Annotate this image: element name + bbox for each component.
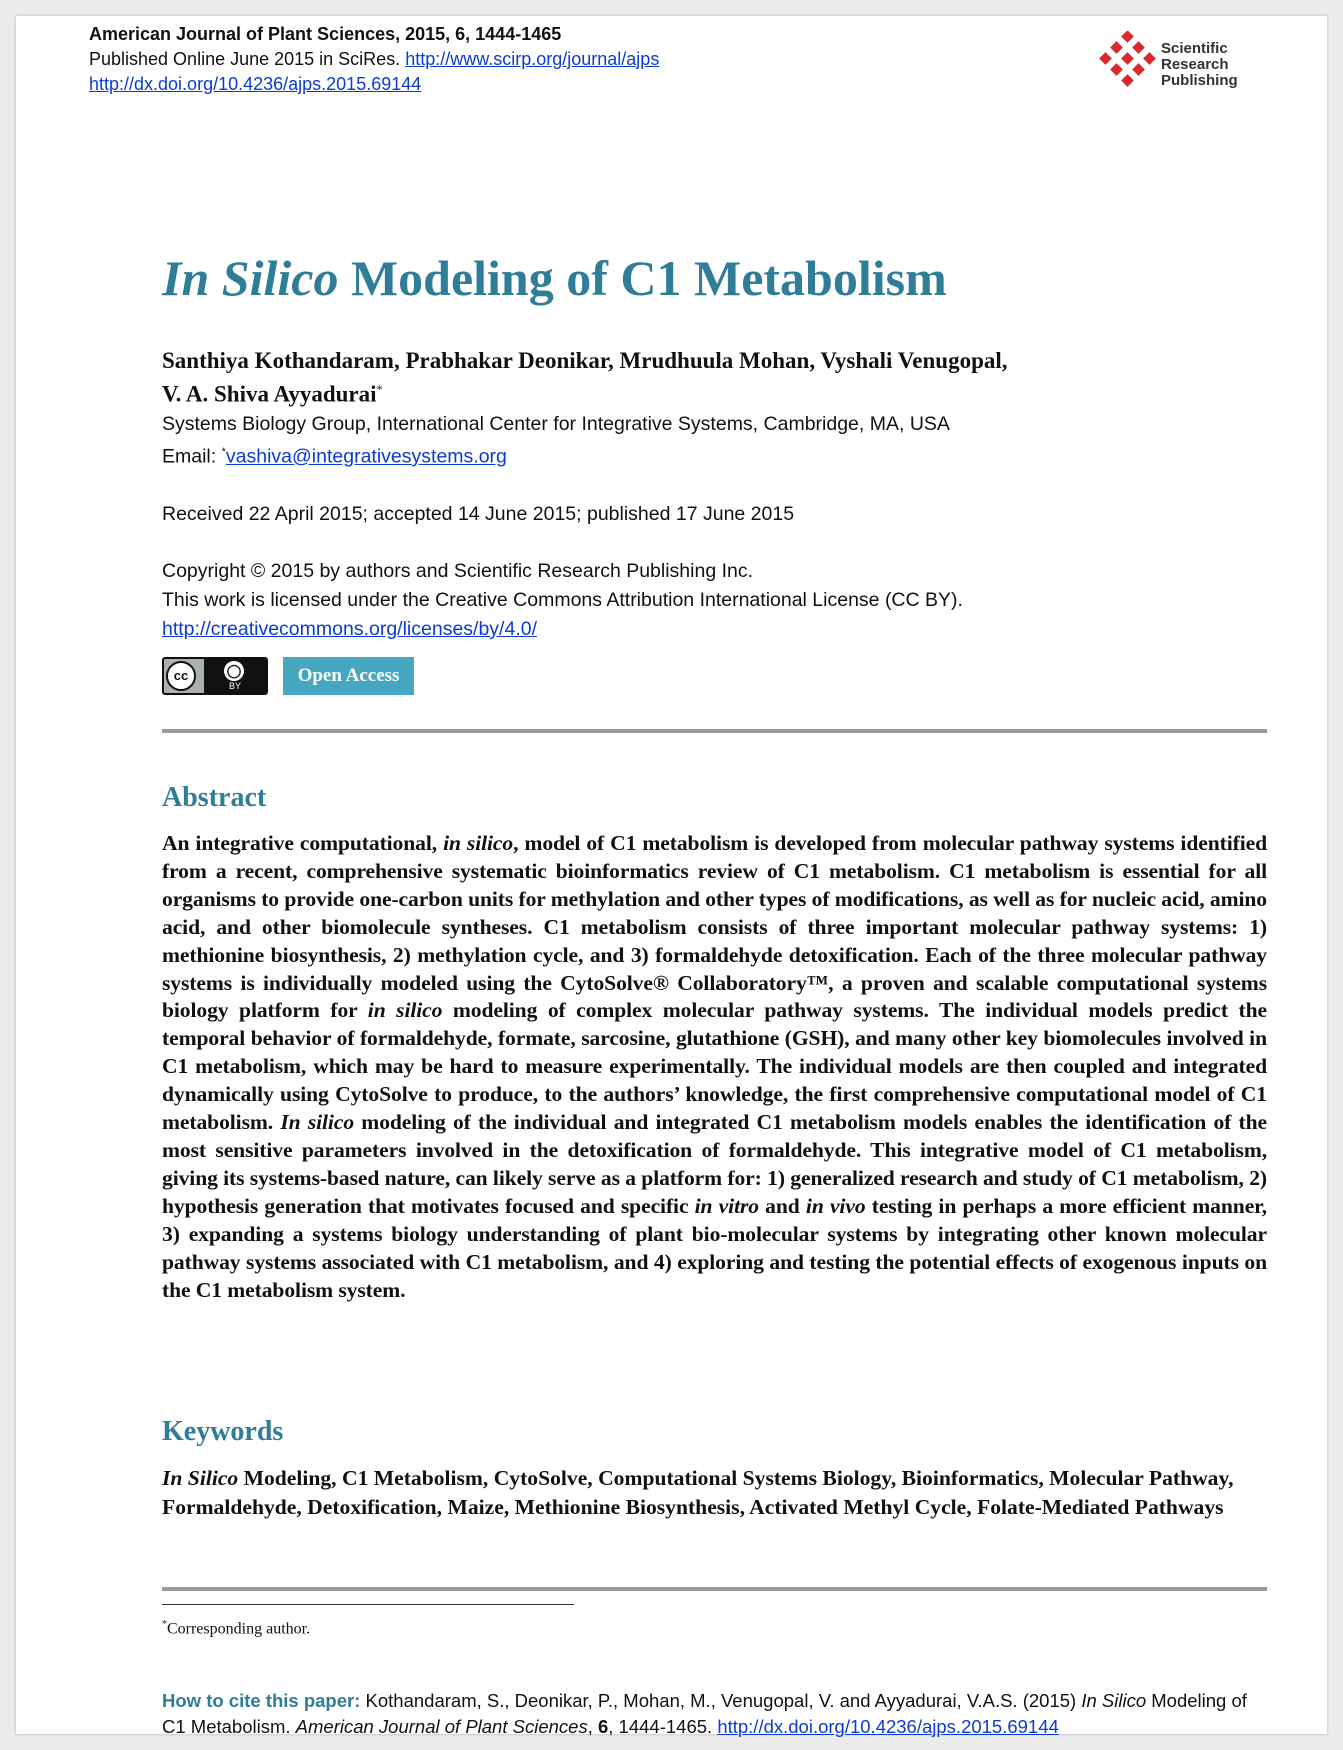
- open-access-badge[interactable]: Open Access: [283, 657, 414, 695]
- abstract-italic: in silico: [443, 831, 514, 855]
- srp-diamond-icon: [1099, 31, 1157, 89]
- publisher-logo: [1099, 29, 1309, 91]
- license-line: This work is licensed under the Creative Commons Attribution International License (CC BY).: [162, 589, 963, 611]
- keywords-italic: In Silico: [162, 1466, 239, 1490]
- authors-line-2-wrap: [162, 375, 1262, 409]
- title-rest: Modeling of C1 Metabolism: [338, 250, 947, 306]
- keywords-text: Modeling, C1 Metabolism, CytoSolve, Computational Systems Biology, Bioinformatics, Molecular Pathway, Formaldehyde, Detoxification, Maize, Methionine Biosynthesis, Activated Methyl Cycle, Folate-Mediated Pathways: [162, 1466, 1234, 1519]
- cc-by-badge[interactable]: [162, 657, 268, 695]
- paper-title: [162, 248, 947, 308]
- citation-sep: ,: [587, 1716, 598, 1737]
- by-label: BY: [228, 681, 241, 691]
- title-italic: In Silico: [162, 250, 339, 306]
- paper-page: [16, 16, 1327, 1737]
- authors-line-1: Santhiya Kothandaram, Prabhakar Deonikar, Mrudhuula Mohan, Vyshali Venugopal,: [162, 348, 1008, 373]
- abstract-text: modeling of complex molecular pathway systems. The individual models predict the temporal behavior of formaldehyde, formate, sarcosine, glutathione (GSH), and many other key biomolecules involved in C1 metabolism, which may be hard to measure experimentally. The individual models are then coupled and integrated dynamically using CytoSolve to produce, to the authors’ knowledge, the first comprehensive computational model of C1 metabolism.: [162, 998, 1268, 1135]
- logo-line-3: Publishing: [1161, 72, 1238, 89]
- abstract-text: testing in perhaps a more efficient manner, 3) expanding a systems biology understanding of plant bio-molecular systems by integrating other known molecular pathway systems associated with C1 metabolism, and 4) exploring and testing the potential effects of exogenous inputs on the C1 metabolism system.: [162, 1193, 1267, 1302]
- abstract-italic: in vivo: [805, 1193, 866, 1218]
- footnote: [162, 1615, 310, 1639]
- abstract-text: , model of C1 metabolism is developed from molecular pathway systems identified from a recent, comprehensive systematic bioinformatics review of C1 metabolism. C1 metabolism is essential for all organisms to provide one-carbon units for methylation and other types of modifications, as well as for nucleic acid, amino acid, and other biomolecule syntheses. C1 metabolism consists of three important molecular pathway systems: 1) methionine biosynthesis, 2) methylation cycle, and 3) formaldehyde detoxification. Each of the three molecular pathway systems is individually modeled using the CytoSolve® Collaboratory™, a proven and scalable computational systems biology platform for: [162, 831, 1267, 1023]
- citation-title-italic: In Silico: [1081, 1690, 1147, 1711]
- journal-line: American Journal of Plant Sciences, 2015, 6, 1444-1465: [89, 24, 562, 44]
- journal-url-link[interactable]: http://www.scirp.org/journal/ajps: [405, 49, 660, 69]
- abstract-text: An integrative computational,: [162, 831, 444, 855]
- abstract-text: modeling of the individual and integrated C1 metabolism models enables the identification of the most sensitive parameters involved in the detoxification of formaldehyde. This integrative model of C1 metabolism, giving its systems-based nature, can likely serve as a platform for: 1) generalized research and study of C1 metabolism, 2) hypothesis generation that motivates focused and specific: [162, 1110, 1268, 1218]
- citation: [162, 1688, 1267, 1740]
- divider-top: [162, 729, 1267, 733]
- citation-authors: Kothandaram, S., Deonikar, P., Mohan, M., Venugopal, V. and Ayyadurai, V.A.S. (2015): [360, 1690, 1082, 1711]
- published-line: [89, 47, 659, 72]
- citation-volume: 6: [597, 1716, 609, 1737]
- citation-doi-link[interactable]: http://dx.doi.org/10.4236/ajps.2015.69144: [717, 1716, 1059, 1737]
- footnote-rule: [162, 1604, 574, 1605]
- abstract-heading: Abstract: [162, 782, 267, 813]
- email-link[interactable]: vashiva@integrativesystems.org: [225, 445, 507, 468]
- affiliation: Systems Biology Group, International Center for Integrative Systems, Cambridge, MA, USA: [162, 413, 950, 435]
- authors-line-2: V. A. Shiva Ayyadurai: [162, 381, 377, 407]
- email-label: Email:: [162, 445, 222, 468]
- logo-line-2: Research: [1161, 56, 1229, 73]
- keywords-body: [162, 1464, 1267, 1521]
- cc-by-panel: [204, 659, 266, 693]
- doi-link[interactable]: http://dx.doi.org/10.4236/ajps.2015.69144: [89, 74, 422, 94]
- citation-journal: American Journal of Plant Sciences: [295, 1716, 588, 1737]
- abstract-text: and: [758, 1193, 806, 1218]
- logo-line-1: Scientific: [1161, 40, 1228, 57]
- cc-icon: cc: [166, 661, 196, 691]
- email-marker: *: [221, 446, 226, 458]
- license-url-line: [162, 615, 537, 643]
- doi-line: [89, 72, 421, 97]
- abstract-body: [162, 830, 1267, 1304]
- author-list: [162, 346, 1262, 409]
- citation-label: How to cite this paper:: [162, 1690, 361, 1711]
- license-url-link[interactable]: http://creativecommons.org/licenses/by/4.0/: [162, 618, 538, 640]
- dates-line: Received 22 April 2015; accepted 14 June 2015; published 17 June 2015: [162, 503, 795, 525]
- footnote-text: Corresponding author.: [167, 1620, 311, 1638]
- abstract-italic: In silico: [280, 1110, 355, 1135]
- citation-pages: , 1444-1465.: [608, 1716, 718, 1737]
- abstract-italic: in silico: [367, 998, 443, 1023]
- author-marker: *: [376, 382, 383, 396]
- keywords-heading: Keywords: [162, 1416, 284, 1447]
- email-line: [162, 438, 507, 471]
- copyright-line: Copyright © 2015 by authors and Scientific Research Publishing Inc.: [162, 560, 754, 582]
- footnote-marker: *: [162, 1619, 167, 1630]
- published-prefix: Published Online June 2015 in SciRes.: [89, 49, 406, 69]
- divider-bottom: [162, 1587, 1267, 1591]
- abstract-italic: in vitro: [694, 1193, 759, 1218]
- citation-title-rest: Modeling of C1 Metabolism.: [162, 1690, 1247, 1737]
- person-icon: ◯: [224, 661, 244, 681]
